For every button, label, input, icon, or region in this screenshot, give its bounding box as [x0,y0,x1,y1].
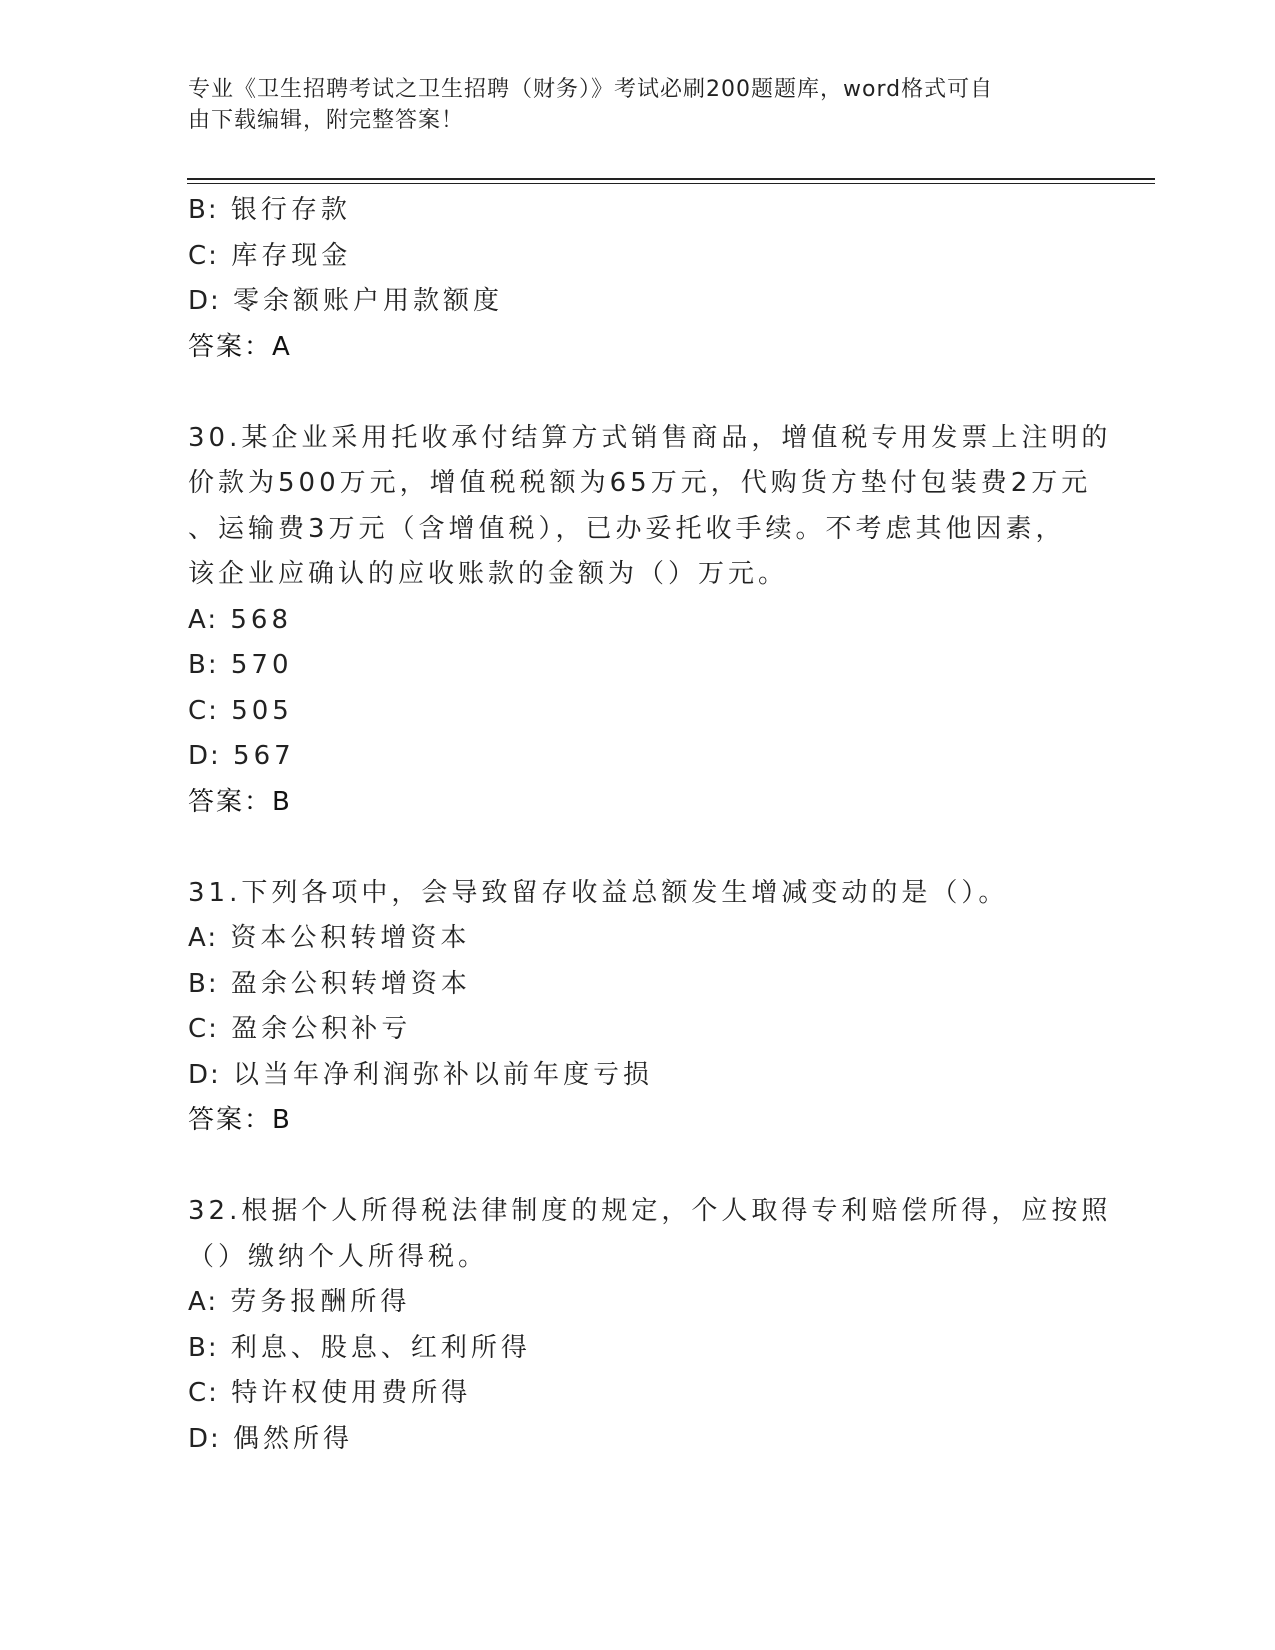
option-a [188,1280,1088,1326]
question-list [188,188,1112,1462]
option-c [188,1371,1088,1417]
option-letter: D: [188,286,221,316]
option-c [188,689,1088,735]
option-b [188,643,1088,689]
option-letter: A: [188,1287,219,1317]
question-stem-line: 32.根据个人所得税法律制度的规定，个人取得专利赔偿所得，应按照 [188,1196,1112,1226]
question-32 [188,1189,1112,1462]
option-text: 资本公积转增资本 [230,923,471,953]
option-letter: D: [188,1059,221,1090]
question-stem-line: （）缴纳个人所得税。 [188,1241,489,1272]
question-29-tail [188,188,1088,370]
option-a [188,598,1088,644]
header-line-2: 由下载编辑，附完整答案！ [188,108,465,133]
question-stem-line: 该企业应确认的应收账款的金额为（）万元。 [188,559,789,589]
option-text: 以当年净利润弥补以前年度亏损 [233,1059,654,1090]
option-text: 库存现金 [231,240,352,271]
option-text: 505 [231,695,293,726]
option-letter: B: [188,968,219,999]
option-a [188,916,1088,962]
question-stem-line: 31.下列各项中，会导致留存收益总额发生增减变动的是（）。 [188,877,1009,908]
option-text: 盈余公积补亏 [231,1014,412,1044]
option-letter: C: [188,695,219,726]
option-letter: C: [188,1014,219,1044]
option-text: 570 [230,650,293,680]
option-letter: A: [188,923,219,953]
option-c [188,234,1088,280]
header-line-1: 专业《卫生招聘考试之卫生招聘（财务）》考试必刷200题题库，word格式可自 [188,77,994,102]
option-b [188,962,1088,1008]
answer-line: 答案：B [188,1105,292,1135]
answer-line: 答案：B [188,786,292,817]
option-letter: B: [188,650,219,680]
option-letter: C: [188,240,219,271]
option-b [188,188,1088,234]
question-stem-line: 价款为500万元，增值税税额为65万元，代购货方垫付包装费2万元 [188,468,1092,498]
question-stem-line: 30.某企业采用托收承付结算方式销售商品，增值税专用发票上注明的 [188,422,1112,453]
option-text: 特许权使用费所得 [231,1378,472,1408]
option-letter: B: [188,1332,219,1363]
option-text: 盈余公积转增资本 [230,968,471,999]
option-b [188,1326,1088,1372]
question-gap [188,825,1088,871]
question-stem-line: 、运输费3万元（含增值税），已办妥托收手续。不考虑其他因素， [188,513,1066,544]
option-text: 利息、股息、红利所得 [230,1332,531,1363]
document-header [188,74,1068,136]
option-letter: B: [188,195,219,225]
option-text: 偶然所得 [233,1423,354,1454]
option-d [188,1053,1088,1099]
question-30 [188,416,1112,826]
answer-line: 答案：A [188,331,292,362]
option-d [188,734,1088,780]
option-c [188,1007,1088,1053]
option-letter: D: [188,741,221,771]
option-letter: C: [188,1378,219,1408]
option-text: 567 [233,741,295,771]
header-divider-thick [187,178,1155,180]
question-gap [188,370,1088,416]
option-d [188,279,1088,325]
option-d [188,1417,1088,1463]
question-gap [188,1144,1088,1190]
option-text: 劳务报酬所得 [230,1287,411,1317]
header-divider-thin [187,183,1155,184]
option-text: 银行存款 [230,195,351,225]
option-text: 568 [230,604,292,635]
option-letter: A: [188,604,219,635]
question-31 [188,871,1088,1144]
option-letter: D: [188,1423,221,1454]
option-text: 零余额账户用款额度 [233,286,504,316]
